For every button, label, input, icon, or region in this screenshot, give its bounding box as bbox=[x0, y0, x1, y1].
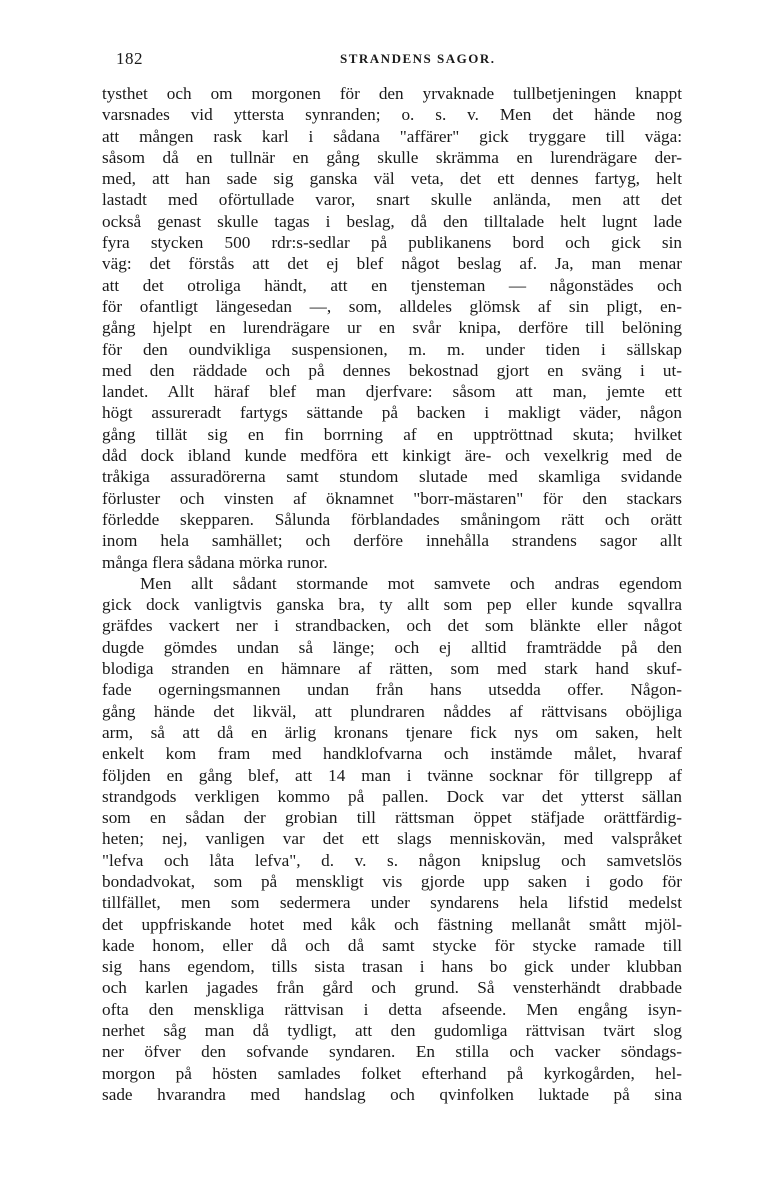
text-line: som en sådan der grobian till rättsman öppet stäfjade orättfärdig- bbox=[102, 808, 682, 828]
text-line: med den räddade och på dennes bekostnad gjort en sväng i ut- bbox=[102, 360, 682, 380]
text-line: strandgods verkligen kommo på pallen. Dock var det ytterst sällan bbox=[102, 786, 682, 806]
page-header bbox=[108, 49, 684, 73]
text-line: högt assureradt fartygs sättande på backen i makligt väder, någon bbox=[102, 403, 682, 423]
text-line: bondadvokat, som på menskligt vis gjorde upp saken i godo för bbox=[102, 871, 682, 891]
text-line: "lefva och låta lefva", d. v. s. någon knipslug och samvetslös bbox=[102, 850, 682, 870]
body-text bbox=[102, 83, 682, 1105]
text-line: ner öfver den sofvande syndaren. En stilla och vacker söndags- bbox=[102, 1042, 682, 1062]
text-line: varsnades vid yttersta synranden; o. s. v. Men det hände nog bbox=[102, 105, 682, 125]
text-line: såsom då en tullnär en gång skulle skrämma en lurendrägare der- bbox=[102, 147, 682, 167]
running-title: STRANDENS SAGOR. bbox=[340, 51, 496, 66]
text-line: landet. Allt häraf blef man djerfvare: såsom att man, jemte ett bbox=[102, 382, 682, 402]
text-line: med, att han sade sig ganska väl veta, det ett dennes fartyg, helt bbox=[102, 169, 682, 189]
text-line: följden en gång blef, att 14 man i tvänne socknar för tillgrepp af bbox=[102, 765, 682, 785]
text-line: att mången rask karl i sådana "affärer" gick tryggare till väga: bbox=[102, 126, 682, 146]
text-line: fade ogerningsmannen undan från hans utsedda offer. Någon- bbox=[102, 680, 682, 700]
text-line: också genast skulle tagas i beslag, då den tilltalade helt lugnt lade bbox=[102, 211, 682, 231]
text-line: sig hans egendom, tills sista trasan i hans bo gick under klubban bbox=[102, 957, 682, 977]
text-line: förluster och vinsten af öknamnet "borr-mästaren" för den stackars bbox=[102, 488, 682, 508]
text-line: ofta den menskliga rättvisan i detta afseende. Men engång isyn- bbox=[102, 999, 682, 1019]
text-line: gång hände det likväl, att plundraren nåddes af rättvisans oböjliga bbox=[102, 701, 682, 721]
text-line: morgon på hösten samlades folket efterhand på kyrkogården, hel- bbox=[102, 1063, 682, 1083]
text-line: att det otroliga händt, att en tjensteman — någonstädes och bbox=[102, 275, 682, 295]
text-line: kade honom, eller då och då samt stycke för stycke ramade till bbox=[102, 935, 682, 955]
text-line: nerhet såg man då tydligt, att den gudomliga rättvisan tvärt slog bbox=[102, 1021, 682, 1041]
text-line: det uppfriskande hotet med kåk och fästning mellanåt smått mjöl- bbox=[102, 914, 682, 934]
text-line: gång hjelpt en lurendrägare ur en svår knipa, derföre till belöning bbox=[102, 318, 682, 338]
text-line: och karlen jagades från gård och grund. Så vensterhändt drabbade bbox=[102, 978, 682, 998]
text-line: gång tillät sig en fin borrning af en upptröttnad skuta; hvilket bbox=[102, 424, 682, 444]
text-line: dåd dock ibland kunde medföra ett kinkigt äre- och vexelkrig med de bbox=[102, 446, 682, 466]
text-line: förledde skepparen. Sålunda förblandades småningom rätt och orätt bbox=[102, 509, 682, 529]
text-line: gräfdes vackert ner i strandbacken, och det som blänkte eller något bbox=[102, 616, 682, 636]
page-number: 182 bbox=[116, 49, 143, 68]
text-line: Men allt sådant stormande mot samvete och andras egendom bbox=[140, 573, 682, 593]
text-line: lastadt med oförtullade varor, snart skulle anlända, men att det bbox=[102, 190, 682, 210]
text-line: sade hvarandra med handslag och qvinfolken luktade på sina bbox=[102, 1084, 682, 1104]
text-line: tysthet och om morgonen för den yrvaknade tullbetjeningen knappt bbox=[102, 84, 682, 103]
text-line: tråkiga assuradörerna samt stundom slutade med skamliga svidande bbox=[102, 467, 682, 487]
text-line: många flera sådana mörka runor. bbox=[102, 552, 328, 572]
text-line: arm, så att då en ärlig kronans tjenare fick nys om saken, helt bbox=[102, 722, 682, 742]
text-line: blodiga stranden en hämnare af rätten, som med stark hand skuf- bbox=[102, 659, 682, 679]
text-line: för den oundvikliga suspensionen, m. m. under tiden i sällskap bbox=[102, 339, 682, 359]
text-line: gick dock vanligtvis ganska bra, ty allt som pep eller kunde sqvallra bbox=[102, 595, 682, 615]
text-line: heten; nej, vanligen var det ett slags menniskovän, med valspråket bbox=[102, 829, 682, 849]
text-line: enkelt kom fram med handklofvarna och instämde målet, hvaraf bbox=[102, 744, 682, 764]
text-line: dugde gömdes undan så länge; och ej alltid framträdde på den bbox=[102, 637, 682, 657]
text-line: väg: det förstås att det ej blef något beslag af. Ja, man menar bbox=[102, 254, 682, 274]
text-line: tillfället, men som sedermera under syndarens hela lifstid medelst bbox=[102, 893, 682, 913]
text-line: inom hela samhället; och derföre innehålla strandens sagor allt bbox=[102, 531, 682, 551]
text-line: fyra stycken 500 rdr:s-sedlar på publikanens bord och gick sin bbox=[102, 233, 682, 253]
text-line: för ofantligt längesedan —, som, alldeles glömsk af sin pligt, en- bbox=[102, 296, 682, 316]
